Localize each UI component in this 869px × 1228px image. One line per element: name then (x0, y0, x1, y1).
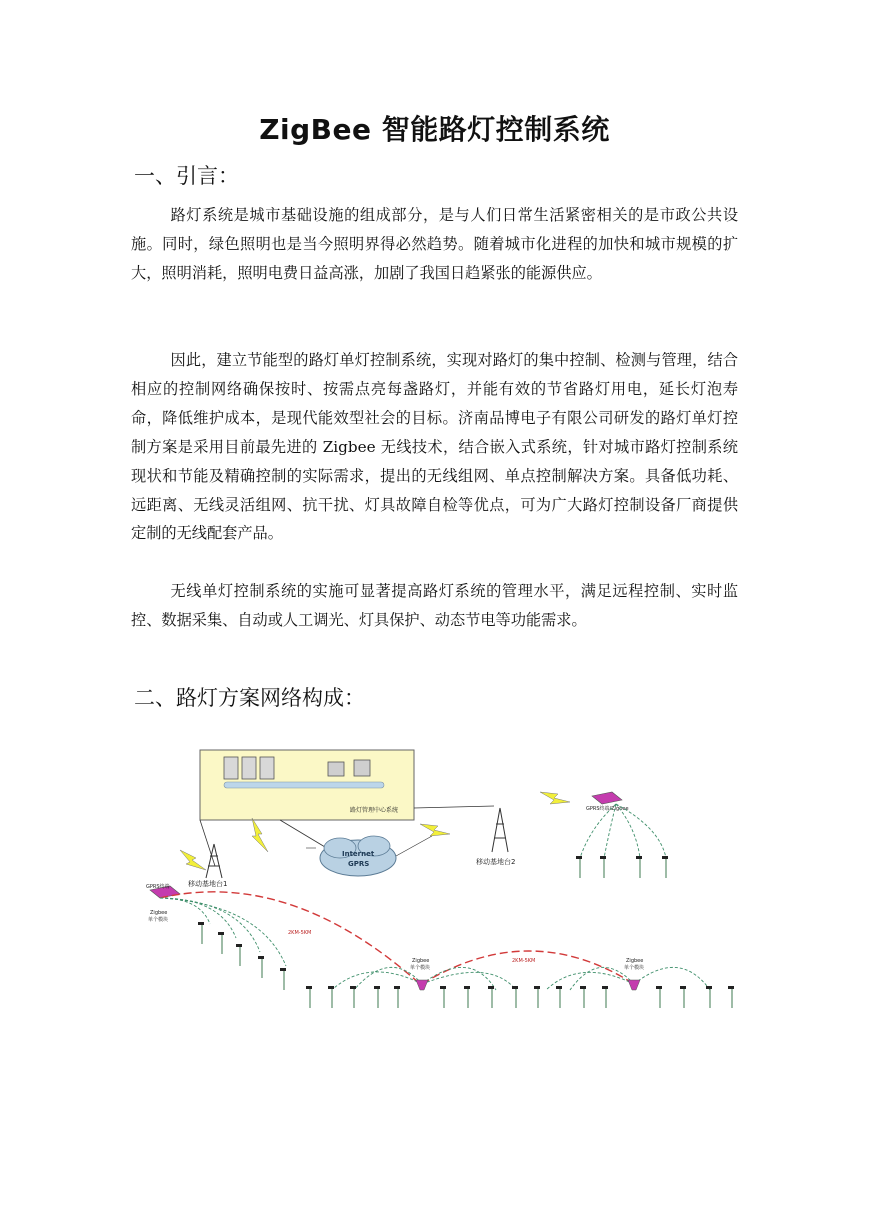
section-heading-network: 二、路灯方案网络构成： (134, 686, 365, 710)
wireless-link-icon (252, 818, 268, 852)
zigbee-mid-label: Zigbee (412, 958, 430, 964)
paragraph-3: 无线单灯控制系统的实施可显著提高路灯系统的管理水平，满足远程控制、实时监控、数据采集、自动或人工调光、灯具保护、动态节电等功能需求。 (131, 582, 738, 629)
base-station-2-label: 移动基地台2 (476, 858, 516, 866)
zigbee-node-icon (628, 980, 640, 990)
management-center-label: 路灯管理中心系统 (350, 807, 399, 814)
network-bus (224, 782, 384, 788)
cloud-label-gprs: GPRS (348, 860, 370, 868)
page-title: ZigBee 智能路灯控制系统 (259, 113, 610, 146)
paragraph-1: 路灯系统是城市基础设施的组成部分，是与人们日常生活紧密相关的是市政公共设施。同时，绿色照明也是当今照明界得必然趋势。随着城市化进程的加快和城市规模的扩大，照明消耗，照明电费日益高涨，加剧了我国日趋紧张的能源供应。 (131, 206, 738, 282)
cloud-label-internet: Internet (342, 850, 375, 858)
paragraph-2: 因此，建立节能型的路灯单灯控制系统，实现对路灯的集中控制、检测与管理，结合相应的控制网络确保按时、按需点亮每盏路灯，并能有效的节省路灯用电，延长灯泡寿命，降低维护成本，是现代能效型社会的目标。济南品博电子有限公司研发的路灯单灯控制方案是采用目前最先进的 Zigbee 无线技术，结合嵌入式系统，针对城市路灯控制系统现状和节能及精确控制的实际需求，提出的无线组网、单点控制解决方案。具备低功耗、远距离、无线灵活组网、抗干扰、灯具故障自检等优点，可为广大路灯控制设备厂商提供定制的无线配套产品。 (131, 351, 738, 543)
wireless-link-icon (420, 824, 450, 836)
server-icon (224, 757, 274, 779)
zigbee-left-sub: 单个模块 (148, 917, 169, 923)
zigbee-left-label: Zigbee (150, 910, 168, 916)
gprs-module-right-label: GPRS终端/Zigbee (586, 806, 629, 812)
streetlight-icon (202, 858, 732, 1008)
zigbee-node-icon (416, 980, 428, 990)
gprs-module-left-label: GPRS终端 (146, 884, 170, 890)
base-station-1-label: 移动基地台1 (188, 880, 228, 888)
base-station-tower-icon (492, 808, 508, 852)
base-station-tower-icon (206, 844, 222, 878)
gprs-module-icon (592, 792, 622, 804)
wireless-link-icon (180, 850, 206, 870)
network-diagram (140, 748, 740, 1048)
wireless-link-icon (540, 792, 570, 804)
zigbee-right-sub: 单个模块 (624, 965, 645, 971)
range-label-1: 2KM-5KM (288, 930, 312, 936)
range-label-2: 2KM-5KM (512, 958, 536, 964)
section-heading-introduction: 一、引言： (134, 164, 239, 188)
zigbee-mid-sub: 单个模块 (410, 965, 431, 971)
zigbee-right-label: Zigbee (626, 958, 644, 964)
